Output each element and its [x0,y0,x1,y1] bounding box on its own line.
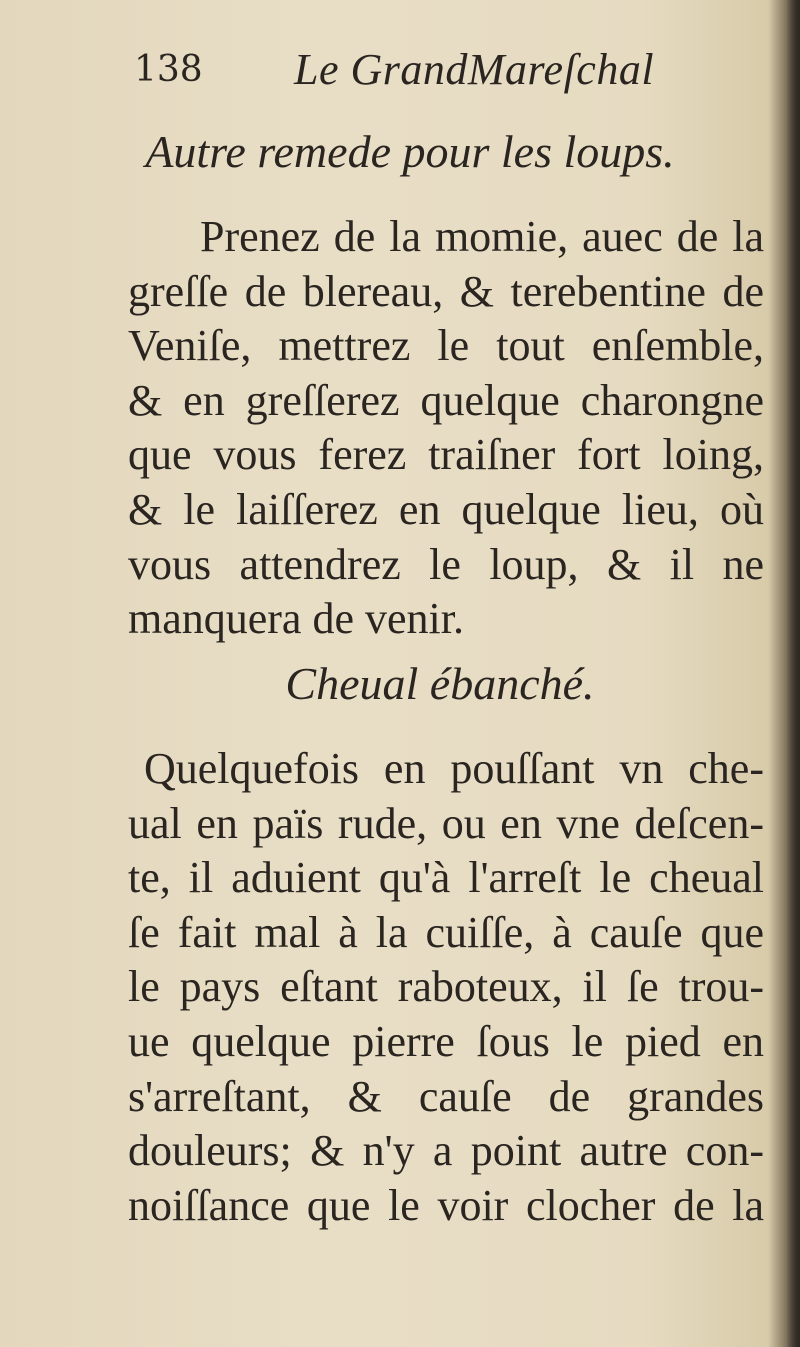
text-line: noiſſance que le voir clocher de la [128,1180,764,1230]
text-line: le pays eſtant raboteux, il ſe trou- [128,962,764,1012]
paragraph [128,742,764,1233]
text-line: vous attendrez le loup, & il ne [128,539,764,589]
text-line: ſe fait mal à la cuiſſe, à cauſe que [128,907,764,957]
paragraph [128,210,764,647]
page-header [134,44,694,96]
text-line: greſſe de blereau, & terebentine de [128,266,764,316]
running-title: Le GrandMareſchal [294,45,655,94]
text-line: & en greſſerez quelque charongne [128,375,764,425]
text-line: que vous ferez traiſner fort loing, [128,430,764,480]
text-line: & le laiſſerez en quelque lieu, où [128,484,764,534]
text-line: Quelquefois en pouſſant vn che- [144,744,764,793]
text-line: ual en païs rude, ou en vne deſcen- [128,798,764,848]
text-line: Prenez de la momie, auec de la [200,212,764,261]
text-line: manquera de venir. [128,594,464,644]
text-line: Veniſe, mettrez le tout enſemble, [128,321,764,371]
text-line: te, il aduient qu'à l'arreſt le cheual [128,853,764,903]
page-number: 138 [134,49,203,90]
section-heading: Cheual ébanché. [285,658,595,709]
text-line: s'arreſtant, & cauſe de grandes [128,1071,764,1121]
text-line: ue quelque pierre ſous le pied en [128,1016,764,1066]
section-heading: Autre remede pour les loups. [145,126,675,177]
text-line: douleurs; & n'y a point autre con- [128,1126,764,1176]
